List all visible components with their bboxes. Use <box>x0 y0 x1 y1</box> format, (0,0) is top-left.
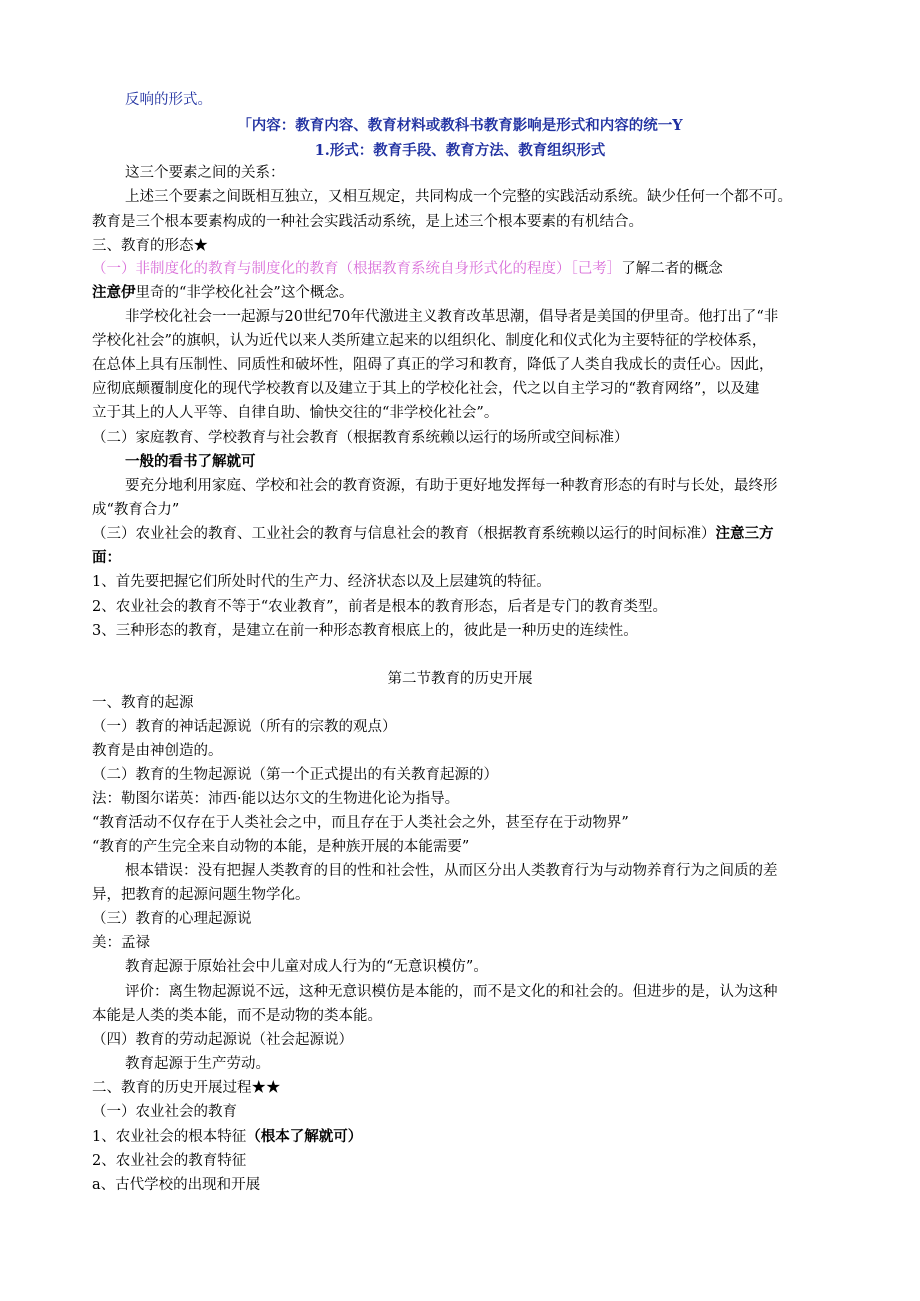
subsection-heading: （二）教育的生物起源说（第一个正式提出的有关教育起源的） <box>92 767 498 783</box>
text-line: 应彻底颠覆制度化的现代学校教育以及建立于其上的学校化社会，代之以自主学习的“教育网络”，以及建 <box>92 381 760 397</box>
text-line: 成“教育合力” <box>92 502 180 518</box>
text-span: 1、农业社会的根本特征 <box>92 1129 247 1145</box>
text-line: 教育是由神创造的。 <box>92 743 223 759</box>
bold-note: 注意伊 <box>92 284 136 301</box>
subsection-heading: （三）教育的心理起源说 <box>92 911 252 927</box>
bold-note: 面： <box>92 549 121 566</box>
subsection-heading: （四）教育的劳动起源说（社会起源说） <box>92 1032 353 1048</box>
text-line: 法：勒图尔诺英：沛西·能以达尔文的生物进化论为指导。 <box>92 791 460 807</box>
form-formula-line: 1.形式：教育手段、教育方法、教育组织形式 <box>314 142 606 159</box>
content-formula-line: 「内容：教育内容、教育材料或教科书教育影响是形式和内容的统一Y <box>237 117 683 134</box>
list-item: a、古代学校的出现和开展 <box>92 1177 261 1193</box>
text-line: 这三个要素之间的关系： <box>125 165 285 181</box>
highlight-text: （一）非制度化的教育与制度化的教育（根据教育系统自身形式化的程度）［己考］ <box>92 261 622 277</box>
subsection-heading <box>92 259 723 279</box>
text-line: 教育是三个根本要素构成的一种社会实践活动系统，是上述三个根本要素的有机结合。 <box>92 214 643 230</box>
list-item: 3、三种形态的教育，是建立在前一种形态教育根底上的，彼此是一种历史的连续性。 <box>92 623 638 639</box>
subsection-heading: （一）农业社会的教育 <box>92 1104 237 1120</box>
list-item: 2、农业社会的教育特征 <box>92 1153 247 1169</box>
subsection-heading: （二）家庭教育、学校教育与社会教育（根据教育系统赖以运行的场所或空间标准） <box>92 430 629 446</box>
text-line: 要充分地利用家庭、学校和社会的教育资源，有助于更好地发挥每一种教育形态的有时与长处，最终形 <box>125 478 778 494</box>
section-heading: 一、教育的起源 <box>92 695 194 711</box>
chapter-title: 第二节教育的历史开展 <box>387 671 533 687</box>
section-heading: 三、教育的形态★ <box>92 238 208 254</box>
text-line: 根本错误：没有把握人类教育的目的性和社会性，从而区分出人类教育行为与动物养育行为之间质的差 <box>125 863 778 879</box>
text-line: 上述三个要素之间既相互独立，又相互规定，共同构成一个完整的实践活动系统。缺少任何一个都不可。 <box>125 189 792 205</box>
list-item: 1、首先要把握它们所处时代的生产力、经济状态以及上层建筑的特征。 <box>92 574 551 590</box>
subsection-heading <box>92 524 774 544</box>
list-item: 2、农业社会的教育不等于“农业教育”，前者是根本的教育形态，后者是专门的教育类型。 <box>92 599 668 615</box>
text-line: 在总体上具有压制性、同质性和破坏性，阻碍了真正的学习和教育，降低了人类自我成长的责任心。因此， <box>92 357 774 373</box>
text-span: 了解二者的概念 <box>621 261 723 277</box>
bold-note: 一般的看书了解就可 <box>125 453 256 470</box>
text-line: 美：孟禄 <box>92 935 150 951</box>
text-line: 立于其上的人人平等、自律自助、愉快交往的“非学校化社会”。 <box>92 405 499 421</box>
text-span: （三）农业社会的教育、工业社会的教育与信息社会的教育（根据教育系统赖以运行的时间标准） <box>92 526 716 542</box>
text-line: 教育起源于生产劳动。 <box>125 1056 270 1072</box>
section-heading: 二、教育的历史开展过程★★ <box>92 1080 281 1096</box>
text-line: 非学校化社会一一起源与20世纪70年代激进主义教育改革思潮，倡导者是美国的伊里奇。他打出了“非 <box>125 309 779 325</box>
text-line: 异，把教育的起源问题生物学化。 <box>92 887 310 903</box>
text-line <box>92 283 353 303</box>
quote-line: “教育的产生完全来自动物的本能，是种族开展的本能需要” <box>92 839 470 855</box>
quote-line: “教育活动不仅存在于人类社会之中，而且存在于人类社会之外，甚至存在于动物界” <box>92 815 629 831</box>
bold-note: 注意三方 <box>715 525 774 542</box>
bold-note: （根本了解就可） <box>246 1128 363 1145</box>
text-span: 里奇的“非学校化社会”这个概念。 <box>135 285 354 301</box>
text-line: 本能是人类的类本能，而不是动物的类本能。 <box>92 1008 382 1024</box>
text-line: 教育起源于原始社会中儿童对成人行为的“无意识模仿”。 <box>125 959 488 975</box>
text-line: 评价：离生物起源说不远，这种无意识模仿是本能的，而不是文化的和社会的。但进步的是，认为这种 <box>125 984 778 1000</box>
list-item <box>92 1127 362 1147</box>
subsection-heading: （一）教育的神话起源说（所有的宗教的观点） <box>92 719 397 735</box>
text-line: 学校化社会”的旗帜，认为近代以来人类所建立起来的以组织化、制度化和仪式化为主要特征的学校体系， <box>92 333 767 349</box>
text-line: 反响的形式。 <box>125 92 212 108</box>
